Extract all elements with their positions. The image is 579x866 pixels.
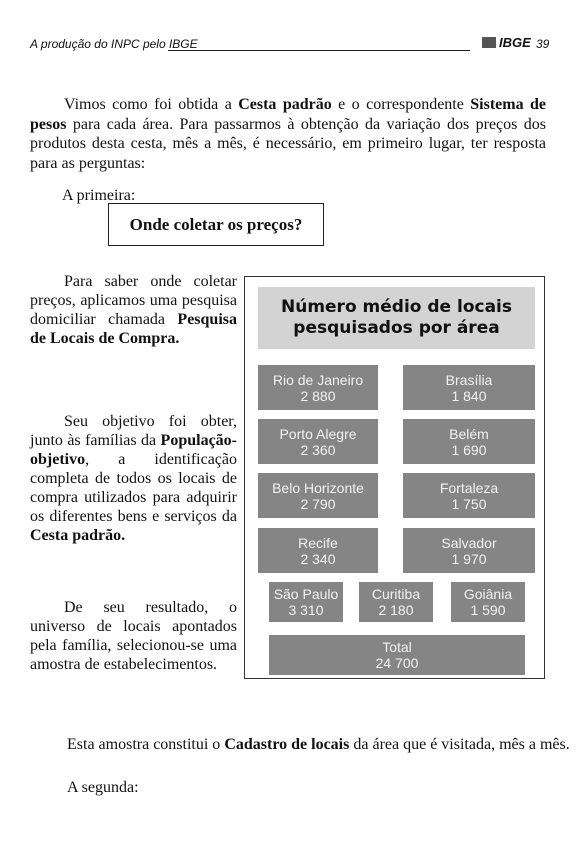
side-paragraph-1: Para saber onde coletar preços, aplicamos uma pesquisa domiciliar chamada Pesquisa de Locais de Compra.	[30, 273, 237, 347]
header-rule	[168, 50, 470, 51]
area-tile-salvador	[403, 528, 535, 573]
ibge-logo-text: IBGE	[499, 35, 531, 50]
area-value: 2 790	[300, 495, 336, 512]
side-paragraph-2: Seu objetivo foi obter, junto às famílias da População-objetivo, a identificação completa de todos os locais de compra utilizados para adquirir os diferentes bens e serviços da Cesta padrão.	[30, 413, 237, 544]
area-value: 2 180	[378, 602, 414, 618]
area-value: 1 840	[451, 387, 487, 404]
area-value: 2 880	[300, 387, 336, 404]
area-name: Fortaleza	[439, 479, 499, 496]
area-tile-curitiba	[359, 582, 433, 622]
area-value: 2 340	[300, 550, 336, 567]
area-tile-goiania	[451, 582, 525, 622]
area-tile-brasilia	[403, 365, 535, 410]
running-head-title: A produção do INPC pelo IBGE	[30, 37, 198, 51]
primeira-label: A primeira:	[62, 187, 136, 204]
ibge-logo	[482, 35, 531, 50]
term-populacao-objetivo: População-objetivo	[30, 432, 237, 468]
area-tile-fortaleza	[403, 473, 535, 518]
area-tile-porto-alegre	[258, 419, 378, 464]
area-name: Belo Horizonte	[272, 479, 364, 496]
area-tile-total	[269, 635, 525, 675]
area-tile-sao-paulo	[269, 582, 343, 622]
closing-paragraph: Esta amostra constitui o Cadastro de locais da área que é visitada, mês a mês.	[67, 736, 570, 753]
area-value: 1 690	[451, 441, 487, 458]
area-name: Rio de Janeiro	[272, 371, 364, 388]
term-cesta-padrao: Cesta padrão	[238, 96, 332, 113]
area-value: 3 310	[288, 602, 324, 618]
area-tile-belem	[403, 419, 535, 464]
running-head	[30, 37, 550, 55]
ibge-logo-icon	[482, 37, 496, 48]
area-name: Belém	[449, 425, 489, 442]
area-name: Recife	[298, 534, 338, 551]
total-label: Total	[382, 639, 412, 655]
area-tile-rio-de-janeiro	[258, 365, 378, 410]
panel-title: Número médio de locais pesquisados por área	[258, 287, 535, 349]
area-name: São Paulo	[273, 586, 339, 602]
area-tile-recife	[258, 528, 378, 573]
term-cesta-padrao-2: Cesta padrão.	[30, 527, 126, 544]
area-name: Porto Alegre	[279, 425, 357, 442]
term-cadastro-de-locais: Cadastro de locais	[224, 736, 350, 753]
term-pesquisa-locais: Pesquisa de Locais de Compra.	[30, 311, 237, 347]
intro-paragraph: Vimos como foi obtida a Cesta padrão e o correspondente Sistema de pesos para cada área. Para passarmos à obtenção da variação dos preços dos produtos desta cesta, mês a mês, é necessário, em primeiro lugar, ter resposta para as perguntas:	[30, 96, 547, 172]
area-name: Salvador	[441, 534, 497, 551]
segunda-label: A segunda:	[67, 779, 139, 796]
area-name: Brasília	[445, 371, 493, 388]
area-value: 1 750	[451, 495, 487, 512]
question-text: Onde coletar os preços?	[129, 214, 303, 234]
area-name: Goiânia	[463, 586, 513, 602]
page-number: 39	[536, 37, 550, 51]
term-sistema-de-pesos: Sistema de pesos	[30, 96, 547, 133]
area-value: 1 970	[451, 550, 487, 567]
area-tile-belo-horizonte	[258, 473, 378, 518]
total-value: 24 700	[375, 655, 419, 671]
question-box	[108, 203, 324, 246]
area-name: Curitiba	[371, 586, 421, 602]
area-value: 1 590	[470, 602, 506, 618]
area-value: 2 360	[300, 441, 336, 458]
locations-panel	[244, 276, 545, 679]
side-paragraph-3: De seu resultado, o universo de locais apontados pela família, selecionou-se uma amostra de estabelecimentos.	[30, 599, 237, 673]
